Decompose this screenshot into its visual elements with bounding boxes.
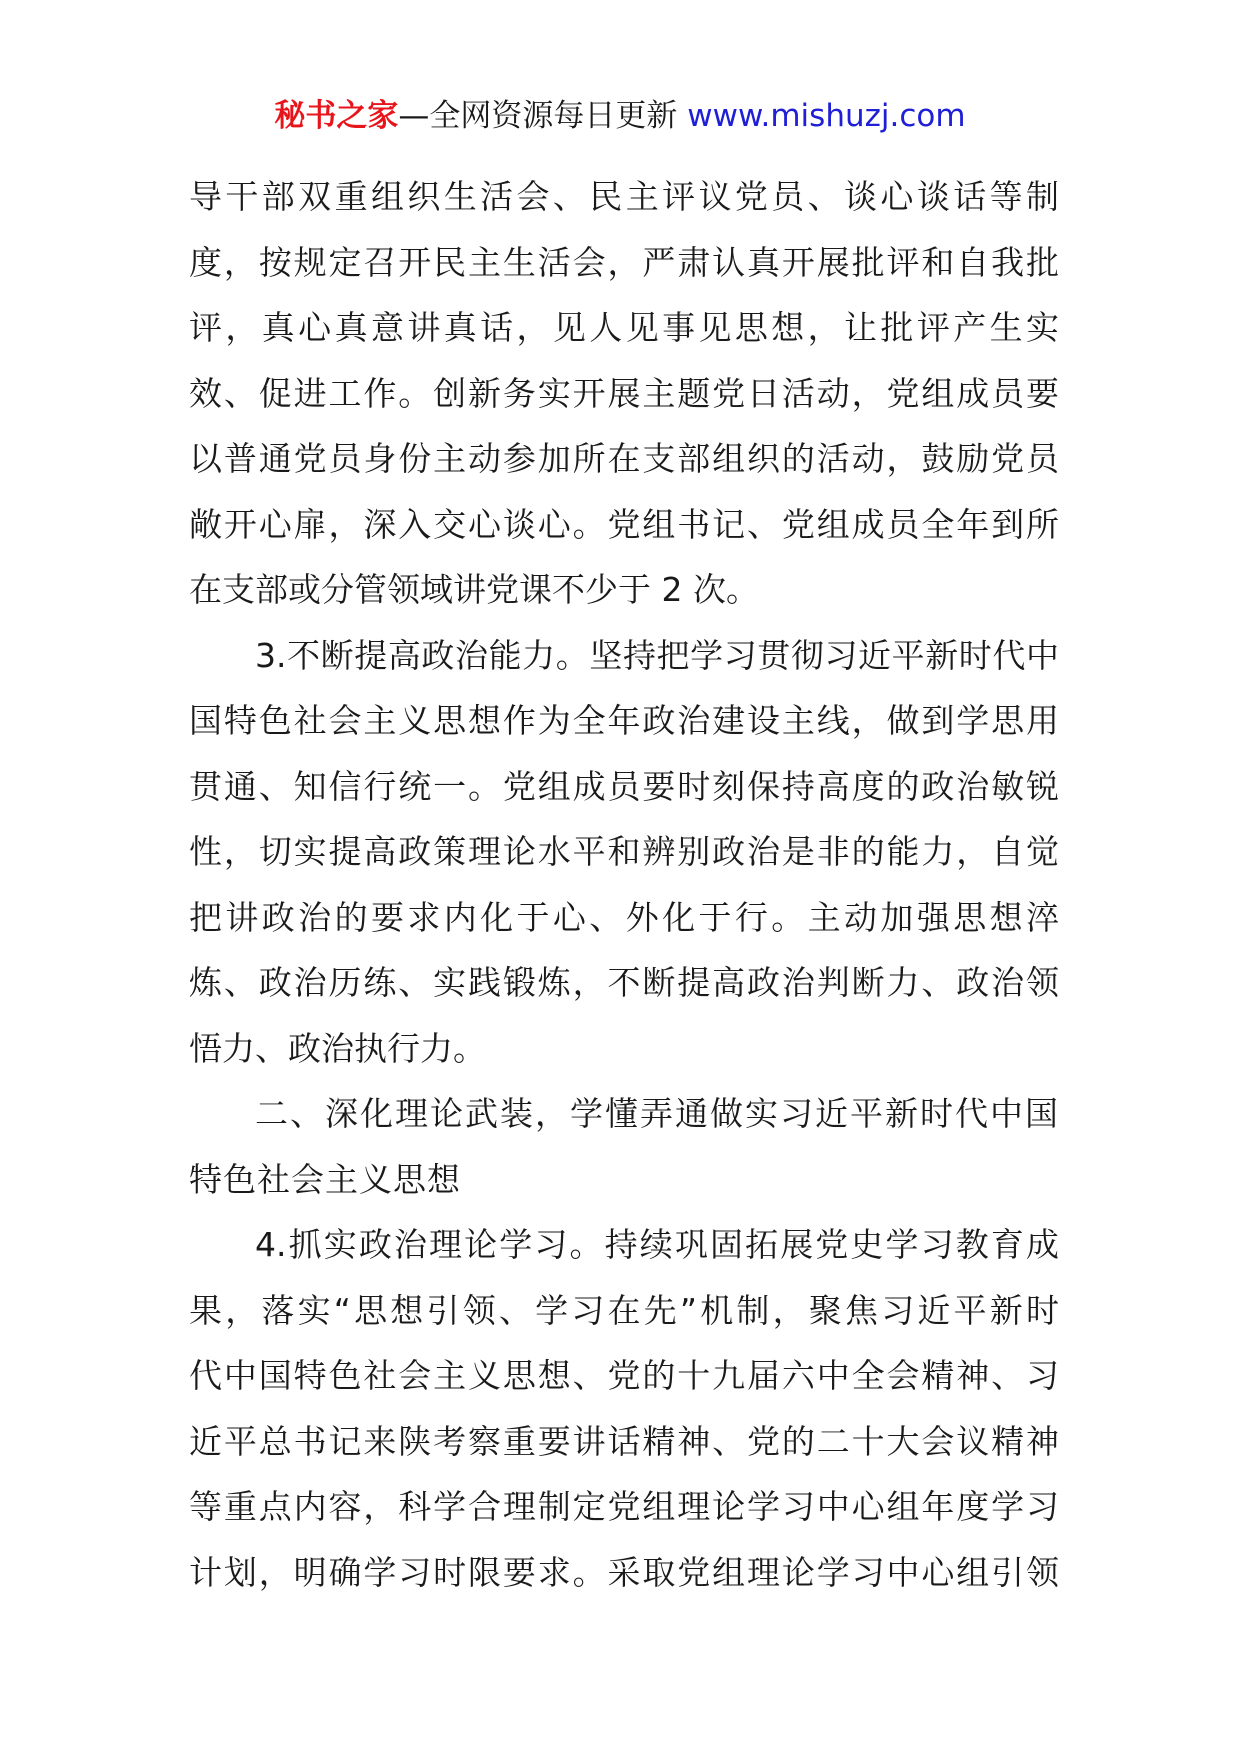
site-url: www.mishuzj.com — [687, 98, 966, 134]
text-line: 度，按规定召开民主生活会，严肃认真开展批评和自我批 — [189, 242, 1059, 282]
text-line: 国特色社会主义思想作为全年政治建设主线，做到学思用 — [189, 701, 1059, 740]
document-body — [189, 164, 1059, 1605]
text-line: 评，真心真意讲真话，见人见事见思想，让批评产生实 — [189, 308, 1059, 347]
paragraph-start-line: 3.不断提高政治能力。坚持把学习贯彻习近平新时代中 — [255, 635, 1059, 675]
text-line: 把讲政治的要求内化于心、外化于行。主动加强思想淬 — [189, 897, 1059, 937]
text-line: 等重点内容，科学合理制定党组理论学习中心组年度学习 — [189, 1487, 1059, 1526]
text-line: 代中国特色社会主义思想、党的十九届六中全会精神、习 — [189, 1356, 1059, 1395]
text-line: 果，落实“思想引领、学习在先”机制，聚焦习近平新时 — [189, 1290, 1059, 1330]
site-tagline: —全网资源每日更新 — [398, 98, 688, 134]
text-line: 导干部双重组织生活会、民主评议党员、谈心谈话等制 — [189, 177, 1059, 216]
text-line: 炼、政治历练、实践锻炼，不断提高政治判断力、政治领 — [189, 963, 1059, 1002]
text-line: 近平总书记来陕考察重要讲话精神、党的二十大会议精神 — [189, 1421, 1059, 1461]
text-line: 性，切实提高政策理论水平和辨别政治是非的能力，自觉 — [189, 832, 1059, 871]
text-line: 在支部或分管领域讲党课不少于 2 次。 — [189, 570, 759, 609]
text-line: 敞开心扉，深入交心谈心。党组书记、党组成员全年到所 — [189, 504, 1059, 544]
watermark-header — [0, 96, 1240, 136]
section-heading-line: 二、深化理论武装，学懂弄通做实习近平新时代中国 — [255, 1094, 1059, 1133]
section-heading-line: 特色社会主义思想 — [189, 1159, 461, 1199]
paragraph-start-line: 4.抓实政治理论学习。持续巩固拓展党史学习教育成 — [255, 1225, 1059, 1264]
text-line: 计划，明确学习时限要求。采取党组理论学习中心组引领 — [189, 1552, 1059, 1592]
site-brand: 秘书之家 — [274, 98, 399, 134]
text-line: 悟力、政治执行力。 — [189, 1028, 486, 1068]
text-line: 贯通、知信行统一。党组成员要时刻保持高度的政治敏锐 — [189, 766, 1059, 806]
text-line: 效、促进工作。创新务实开展主题党日活动，党组成员要 — [189, 373, 1059, 413]
text-line: 以普通党员身份主动参加所在支部组织的活动，鼓励党员 — [189, 439, 1059, 478]
